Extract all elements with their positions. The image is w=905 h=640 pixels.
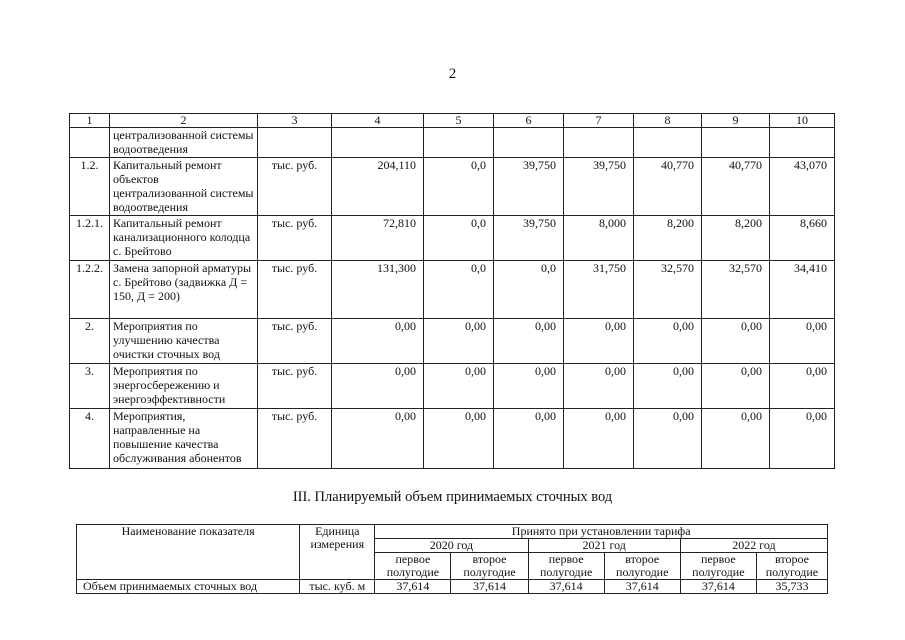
row-unit: тыс. руб. (258, 364, 332, 409)
value-cell: 0,00 (564, 364, 634, 409)
row-name: Мероприятия по улучшению качества очистки сточных вод (110, 319, 258, 364)
header-cell: 5 (424, 114, 494, 128)
value-cell: 0,00 (770, 364, 835, 409)
value-cell: 0,00 (770, 319, 835, 364)
value-cell (424, 128, 494, 158)
value-cell: 37,614 (680, 580, 756, 594)
value-cell: 39,750 (564, 158, 634, 216)
row-name: Объем принимаемых сточных вод (77, 580, 300, 594)
value-cell: 131,300 (332, 261, 424, 319)
accepted-header: Принято при установлении тарифа (375, 525, 828, 539)
value-cell: 0,00 (634, 409, 702, 469)
row-unit (258, 128, 332, 158)
value-cell: 0,00 (770, 409, 835, 469)
value-cell: 8,660 (770, 216, 835, 261)
table-row (70, 128, 835, 158)
value-cell: 34,410 (770, 261, 835, 319)
value-cell: 8,000 (564, 216, 634, 261)
row-unit: тыс. руб. (258, 409, 332, 469)
half-header: первое полугодие (680, 553, 756, 580)
value-cell: 0,00 (702, 364, 770, 409)
row-unit: тыс. руб. (258, 261, 332, 319)
value-cell: 32,570 (702, 261, 770, 319)
value-cell: 0,00 (564, 319, 634, 364)
table-row (70, 409, 835, 469)
year-header: 2020 год (375, 539, 528, 553)
unit-header: Единица измерения (300, 525, 375, 580)
half-header: второе полугодие (756, 553, 827, 580)
year-header: 2021 год (528, 539, 680, 553)
row-number: 1.2.1. (70, 216, 110, 261)
table-row (70, 319, 835, 364)
value-cell (702, 128, 770, 158)
row-name: Мероприятия по энергосбережению и энергоэффективности (110, 364, 258, 409)
row-number: 1.2. (70, 158, 110, 216)
value-cell: 0,00 (424, 319, 494, 364)
row-name: Капитальный ремонт объектов централизованной системы водоотведения (110, 158, 258, 216)
value-cell: 8,200 (634, 216, 702, 261)
value-cell (332, 128, 424, 158)
value-cell (770, 128, 835, 158)
value-cell: 0,00 (702, 409, 770, 469)
value-cell: 0,00 (494, 409, 564, 469)
value-cell: 0,00 (332, 364, 424, 409)
value-cell: 0,0 (494, 261, 564, 319)
table-header-row (70, 114, 835, 128)
half-header: первое полугодие (375, 553, 451, 580)
value-cell: 37,614 (528, 580, 604, 594)
value-cell: 32,570 (634, 261, 702, 319)
value-cell: 0,0 (424, 216, 494, 261)
header-cell: 1 (70, 114, 110, 128)
value-cell: 0,00 (634, 364, 702, 409)
value-cell: 35,733 (756, 580, 827, 594)
row-name: Капитальный ремонт канализационного колодца с. Брейтово (110, 216, 258, 261)
value-cell: 8,200 (702, 216, 770, 261)
value-cell: 0,0 (424, 261, 494, 319)
value-cell: 72,810 (332, 216, 424, 261)
value-cell: 0,00 (424, 364, 494, 409)
table-row (70, 158, 835, 216)
table-row (70, 216, 835, 261)
half-header: второе полугодие (451, 553, 528, 580)
value-cell: 37,614 (604, 580, 680, 594)
row-name: централизованной системы водоотведения (110, 128, 258, 158)
value-cell: 0,00 (634, 319, 702, 364)
value-cell: 0,00 (494, 319, 564, 364)
measures-table (69, 113, 835, 469)
header-cell: 8 (634, 114, 702, 128)
row-name: Мероприятия, направленные на повышение качества обслуживания абонентов (110, 409, 258, 469)
value-cell: 37,614 (375, 580, 451, 594)
value-cell: 0,00 (332, 409, 424, 469)
row-name: Замена запорной арматуры с. Брейтово (задвижка Д = 150, Д = 200) (110, 261, 258, 319)
row-unit: тыс. куб. м (300, 580, 375, 594)
header-cell: 7 (564, 114, 634, 128)
page-number: 2 (448, 66, 457, 82)
value-cell: 31,750 (564, 261, 634, 319)
header-cell: 3 (258, 114, 332, 128)
value-cell: 0,0 (424, 158, 494, 216)
value-cell: 40,770 (702, 158, 770, 216)
value-cell (564, 128, 634, 158)
header-cell: 6 (494, 114, 564, 128)
row-number: 3. (70, 364, 110, 409)
row-unit: тыс. руб. (258, 158, 332, 216)
year-header: 2022 год (680, 539, 827, 553)
value-cell: 37,614 (451, 580, 528, 594)
value-cell (634, 128, 702, 158)
row-number: 2. (70, 319, 110, 364)
value-cell: 0,00 (332, 319, 424, 364)
value-cell: 0,00 (494, 364, 564, 409)
row-number (70, 128, 110, 158)
table-row (77, 580, 828, 594)
value-cell: 43,070 (770, 158, 835, 216)
row-unit: тыс. руб. (258, 216, 332, 261)
value-cell: 0,00 (702, 319, 770, 364)
value-cell: 40,770 (634, 158, 702, 216)
value-cell: 0,00 (564, 409, 634, 469)
header-cell: 9 (702, 114, 770, 128)
row-unit: тыс. руб. (258, 319, 332, 364)
half-header: первое полугодие (528, 553, 604, 580)
value-cell: 39,750 (494, 158, 564, 216)
table-row (70, 261, 835, 319)
half-header: второе полугодие (604, 553, 680, 580)
row-number: 1.2.2. (70, 261, 110, 319)
table-row (70, 364, 835, 409)
section-title: III. Планируемый объем принимаемых сточных вод (292, 489, 613, 505)
header-cell: 10 (770, 114, 835, 128)
wastewater-volume-table (76, 524, 828, 594)
value-cell: 0,00 (424, 409, 494, 469)
value-cell: 39,750 (494, 216, 564, 261)
table-header-row (77, 525, 828, 539)
row-number: 4. (70, 409, 110, 469)
value-cell (494, 128, 564, 158)
indicator-header: Наименование показателя (77, 525, 300, 580)
header-cell: 2 (110, 114, 258, 128)
header-cell: 4 (332, 114, 424, 128)
value-cell: 204,110 (332, 158, 424, 216)
